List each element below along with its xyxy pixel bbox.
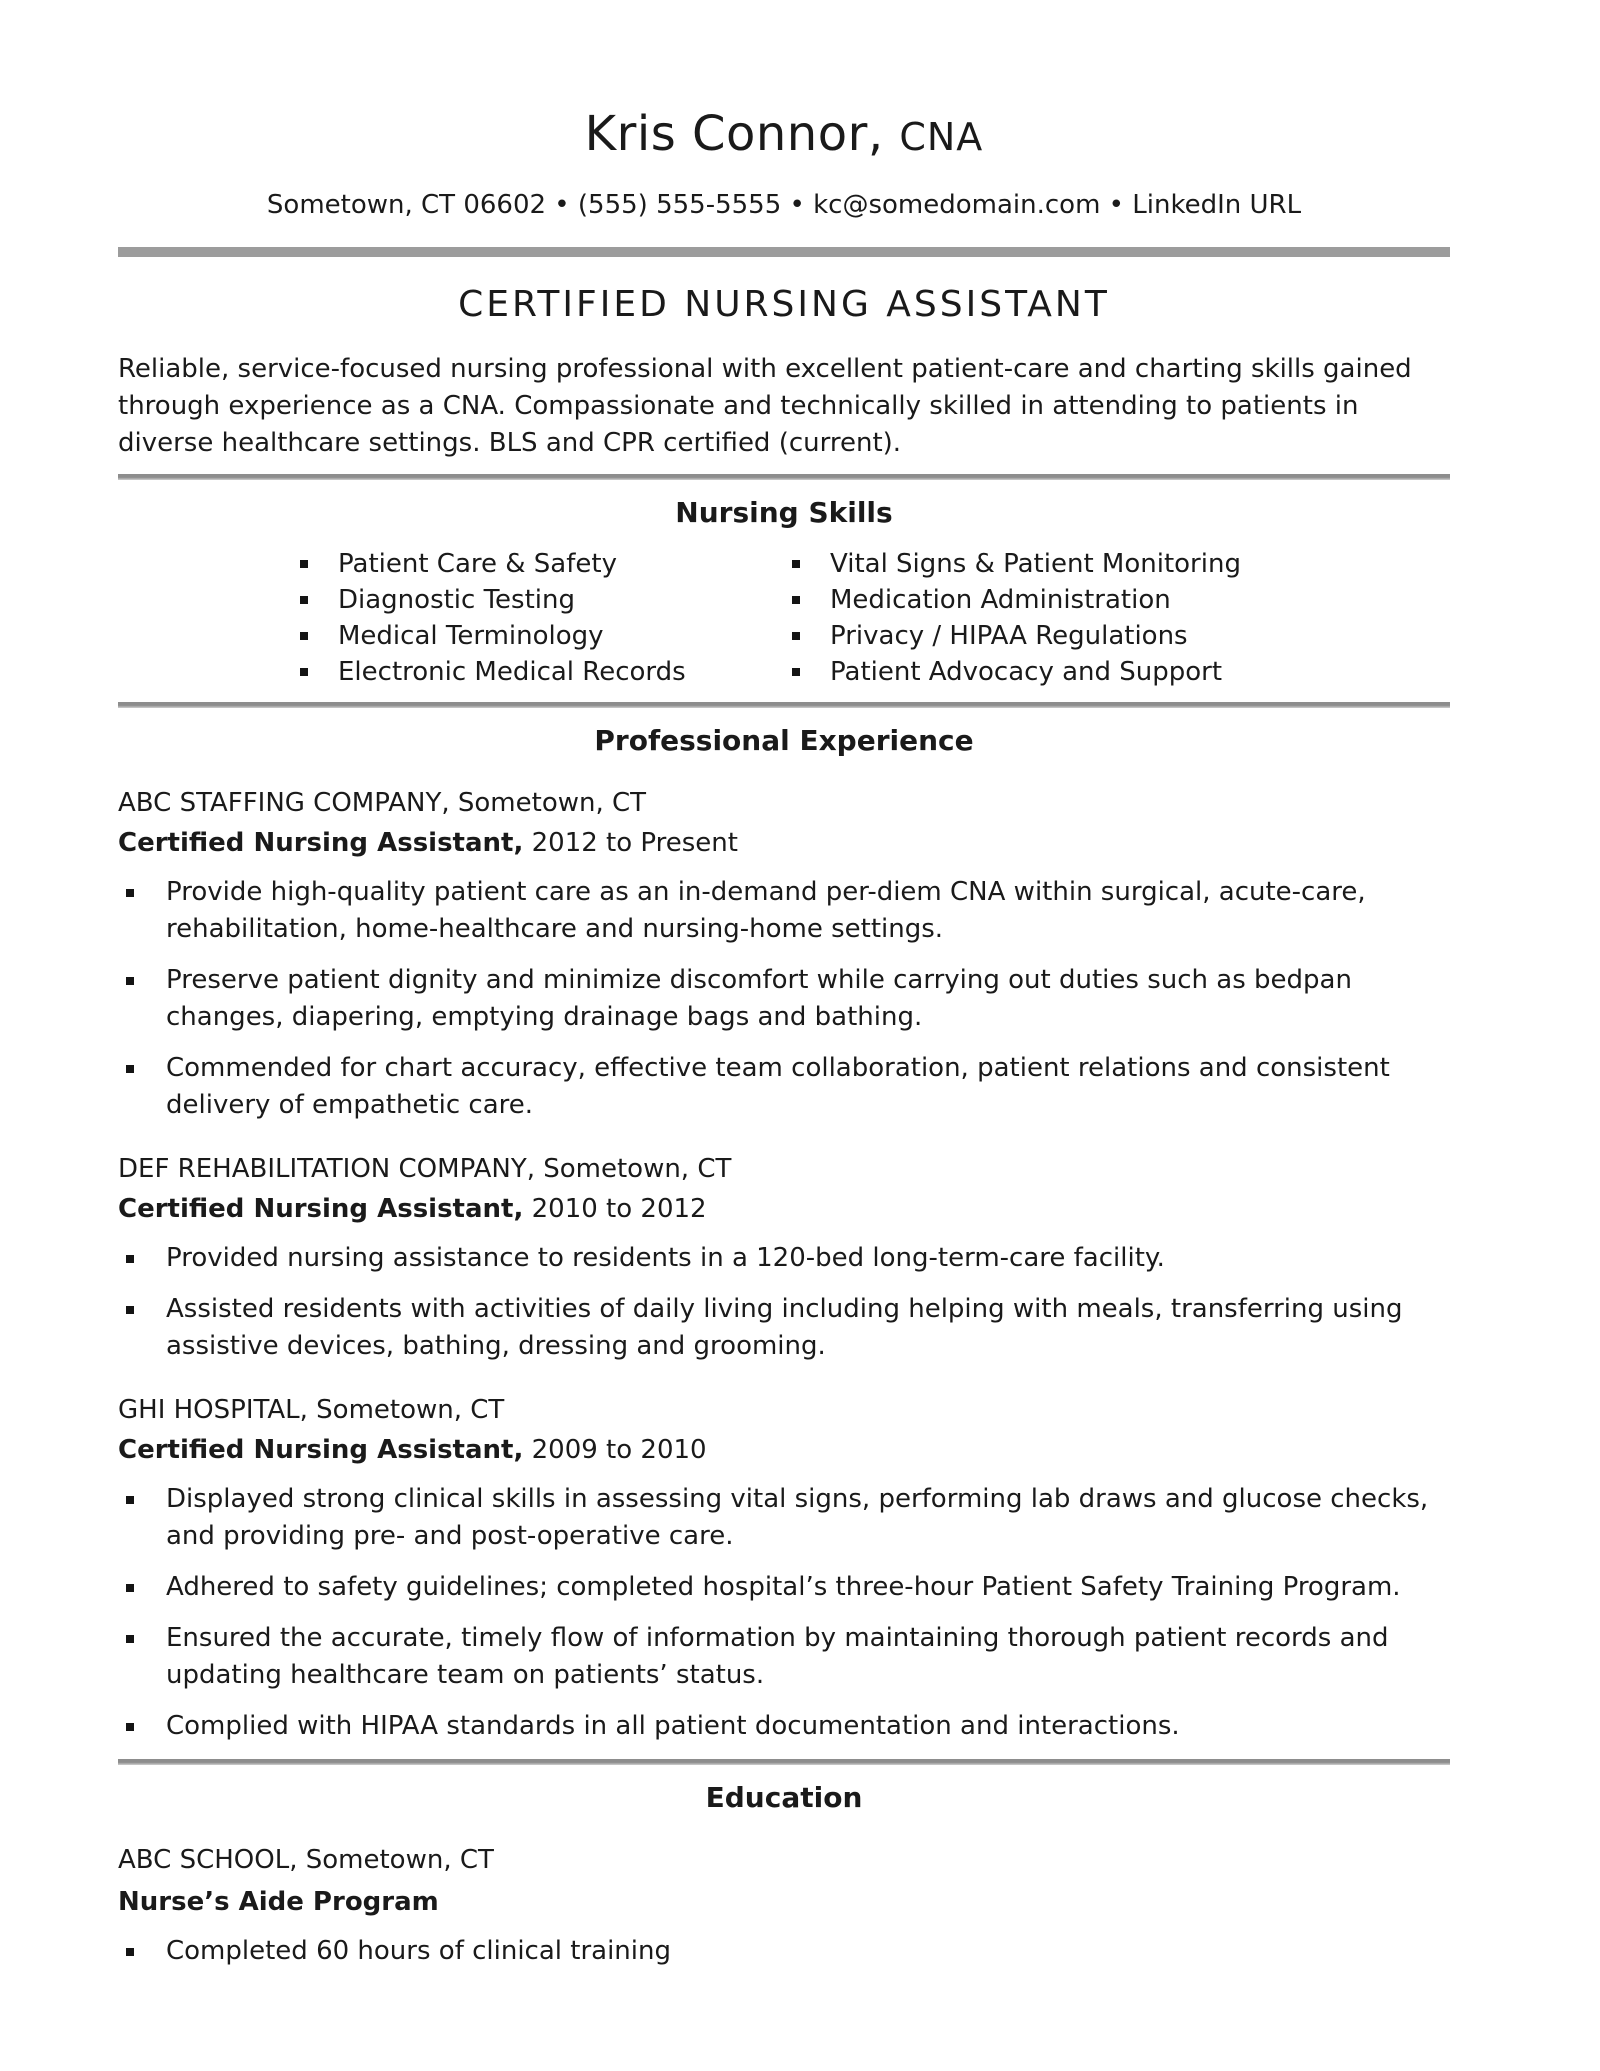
section-divider-skills [118, 474, 1450, 480]
skill-item [784, 546, 1276, 582]
job-entry [118, 1393, 1450, 1745]
skill-item [292, 546, 784, 582]
skill-label: Medical Terminology [338, 621, 604, 651]
bullet-square-icon [300, 668, 308, 676]
education-heading: Education [705, 1781, 863, 1814]
skill-label: Electronic Medical Records [338, 657, 686, 687]
job-entry [118, 786, 1450, 1124]
job-title-line [118, 1433, 1450, 1467]
bullet-square-icon [126, 1948, 134, 1956]
school-line: ABC SCHOOL, Sometown, CT [118, 1845, 494, 1875]
bullet-square-icon [126, 1723, 134, 1731]
education-bullet-list [118, 1933, 1450, 1970]
skill-label: Privacy / HIPAA Regulations [830, 621, 1188, 651]
job-title-line [118, 1192, 1450, 1226]
job-bullet [118, 874, 1450, 948]
company-line: DEF REHABILITATION COMPANY, Sometown, CT [118, 1154, 732, 1184]
bullet-square-icon [126, 1584, 134, 1592]
contact-line: Sometown, CT 06602 • (555) 555-5555 • kc@somedomain.com • LinkedIn URL [266, 190, 1302, 220]
candidate-name: Kris Connor, [584, 106, 884, 162]
job-title: Certified Nursing Assistant, [118, 1194, 524, 1224]
job-title: Certified Nursing Assistant, [118, 828, 524, 858]
job-bullet [118, 1569, 1450, 1606]
job-bullet-text: Preserve patient dignity and minimize discomfort while carrying out duties such as bedpan changes, diapering, emptying drainage bags and bathing. [166, 965, 1352, 1032]
job-bullet [118, 1240, 1450, 1277]
job-bullet-text: Displayed strong clinical skills in assessing vital signs, performing lab draws and glucose checks, and providing pre- and post-operative care. [166, 1484, 1429, 1551]
skill-item [784, 582, 1276, 618]
skill-label: Medication Administration [830, 585, 1171, 615]
job-dates: 2009 to 2010 [531, 1435, 707, 1465]
skill-item [784, 654, 1276, 690]
section-divider-experience [118, 702, 1450, 708]
bullet-square-icon [792, 596, 800, 604]
skills-heading: Nursing Skills [675, 496, 893, 529]
job-bullet-text: Assisted residents with activities of daily living including helping with meals, transferring using assistive devices, bathing, dressing and grooming. [166, 1294, 1403, 1361]
experience-heading: Professional Experience [594, 724, 974, 757]
summary-paragraph: Reliable, service-focused nursing professional with excellent patient-care and charting skills gained through experience as a CNA. Compassionate and technically skilled in attending to patients in diverse healthcare settings. BLS and CPR certified (current). [118, 354, 1412, 458]
bullet-square-icon [300, 632, 308, 640]
skill-item [784, 618, 1276, 654]
job-bullet [118, 1291, 1450, 1365]
bullet-square-icon [792, 560, 800, 568]
candidate-name-line [118, 104, 1450, 167]
job-entry [118, 1152, 1450, 1365]
job-title: Certified Nursing Assistant, [118, 1435, 524, 1465]
company-line: GHI HOSPITAL, Sometown, CT [118, 1395, 505, 1425]
education-bullet-text: Completed 60 hours of clinical training [166, 1936, 671, 1966]
job-bullet [118, 1481, 1450, 1555]
job-bullet [118, 1050, 1450, 1124]
bullet-square-icon [126, 889, 134, 897]
skills-column-left [292, 546, 784, 690]
skill-label: Patient Advocacy and Support [830, 657, 1223, 687]
job-bullet [118, 962, 1450, 1036]
bullet-square-icon [300, 560, 308, 568]
education-entry [118, 1843, 1450, 1970]
bullet-square-icon [300, 596, 308, 604]
bullet-square-icon [126, 1065, 134, 1073]
program-name: Nurse’s Aide Program [118, 1887, 439, 1917]
job-title-line [118, 826, 1450, 860]
bullet-square-icon [792, 668, 800, 676]
job-dates: 2010 to 2012 [531, 1194, 707, 1224]
job-bullet [118, 1620, 1450, 1694]
skill-label: Diagnostic Testing [338, 585, 575, 615]
skill-label: Patient Care & Safety [338, 549, 617, 579]
job-bullet-text: Complied with HIPAA standards in all patient documentation and interactions. [166, 1711, 1180, 1741]
header-divider [118, 247, 1450, 257]
bullet-square-icon [126, 1635, 134, 1643]
job-bullet [118, 1708, 1450, 1745]
skill-item [292, 582, 784, 618]
job-bullet-text: Provide high-quality patient care as an in-demand per-diem CNA within surgical, acute-care, rehabilitation, home-healthcare and nursing-home settings. [166, 877, 1366, 944]
education-bullet [118, 1933, 1450, 1970]
bullet-square-icon [126, 1306, 134, 1314]
skills-column-right [784, 546, 1276, 690]
bullet-square-icon [126, 977, 134, 985]
skill-label: Vital Signs & Patient Monitoring [830, 549, 1241, 579]
company-line: ABC STAFFING COMPANY, Sometown, CT [118, 788, 647, 818]
skill-item [292, 618, 784, 654]
job-bullet-list [118, 1240, 1450, 1365]
job-bullet-text: Commended for chart accuracy, effective team collaboration, patient relations and consistent delivery of empathetic care. [166, 1053, 1390, 1120]
section-divider-education [118, 1759, 1450, 1765]
skill-item [292, 654, 784, 690]
bullet-square-icon [792, 632, 800, 640]
job-bullet-text: Adhered to safety guidelines; completed hospital’s three-hour Patient Safety Training Program. [166, 1572, 1401, 1602]
candidate-credential: CNA [899, 115, 984, 159]
bullet-square-icon [126, 1255, 134, 1263]
job-bullet-list [118, 1481, 1450, 1745]
job-bullet-list [118, 874, 1450, 1124]
job-bullet-text: Ensured the accurate, timely flow of information by maintaining thorough patient records and updating healthcare team on patients’ status. [166, 1623, 1389, 1690]
bullet-square-icon [126, 1496, 134, 1504]
document-title: CERTIFIED NURSING ASSISTANT [458, 284, 1110, 325]
job-dates: 2012 to Present [531, 828, 738, 858]
skills-columns [118, 546, 1450, 690]
job-bullet-text: Provided nursing assistance to residents in a 120-bed long-term-care facility. [166, 1243, 1165, 1273]
